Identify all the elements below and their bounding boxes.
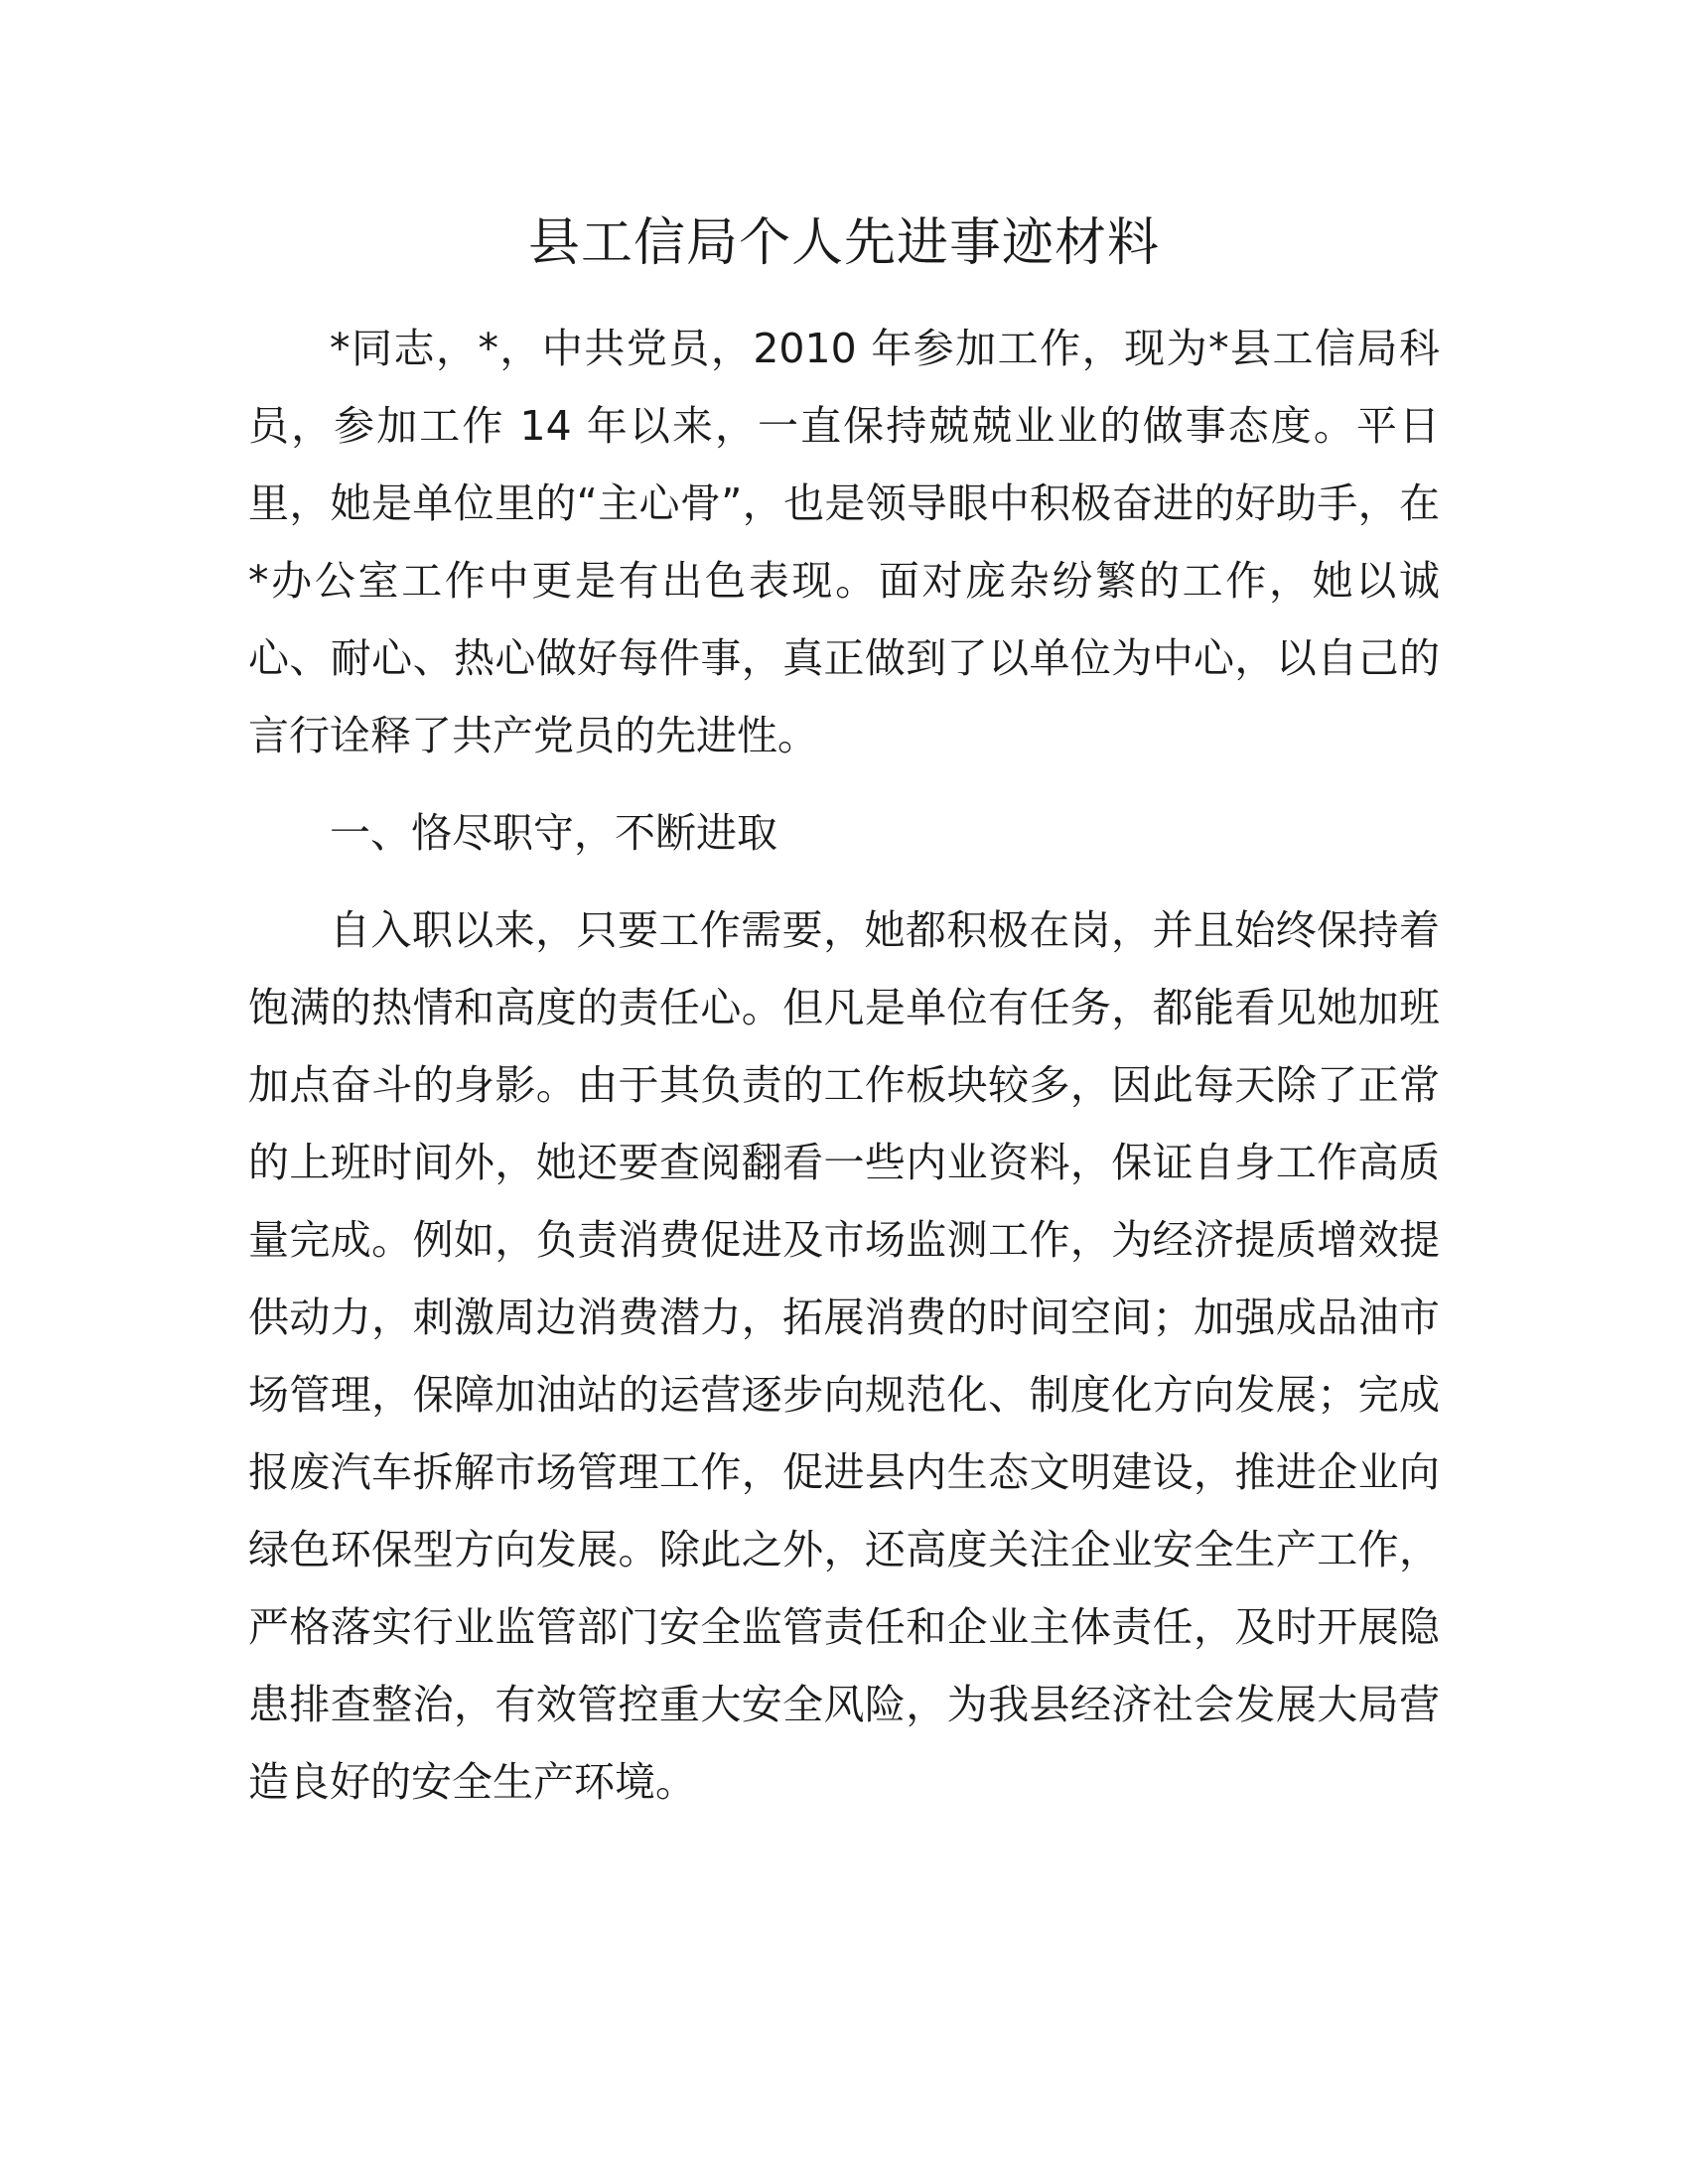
section-heading: 一、恪尽职守，不断进取 — [330, 809, 777, 857]
document-title: 县工信局个人先进事迹材料 — [527, 213, 1160, 273]
section-paragraph: 自入职以来，只要工作需要，她都积极在岗，并且始终保持着饱满的热情和高度的责任心。但凡是单位有任务，都能看见她加班加点奋斗的身影。由于其负责的工作板块较多，因此每天除了正常的上班时间外，她还要查阅翻看一些内业资料，保证自身工作高质量完成。例如，负责消费促进及市场监测工作，为经济提质增效提供动力，刺激周边消费潜力，拓展消费的时间空间；加强成品油市场管理，保障加油站的运营逐步向规范化、制度化方向发展；完成报废汽车拆解市场管理工作，促进县内生态文明建设，推进企业向绿色环保型方向发展。除此之外，还高度关注企业安全生产工作，严格落实行业监管部门安全监管责任和企业主体责任，及时开展隐患排查整治，有效管控重大安全风险，为我县经济社会发展大局营造良好的安全生产环境。 — [248, 906, 1440, 1806]
document-page — [248, 199, 1440, 1841]
intro-paragraph: *同志，*，中共党员，2010 年参加工作，现为*县工信局科员，参加工作 14 年以来，一直保持兢兢业业的做事态度。平日里，她是单位里的“主心骨”，也是领导眼中积极奋进的好助手，在*办公室工作中更是有出色表现。面对庞杂纷繁的工作，她以诚心、耐心、热心做好每件事，真正做到了以单位为中心，以自己的言行诠释了共产党员的先进性。 — [248, 325, 1440, 759]
